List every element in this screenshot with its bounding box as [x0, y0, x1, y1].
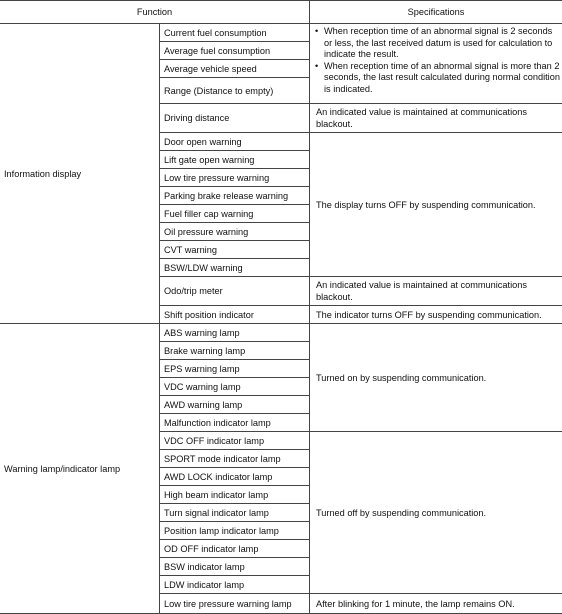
spec-abnormal-signal: [310, 24, 562, 104]
function-cell: Low tire pressure warning: [160, 169, 310, 187]
spec-maintained: An indicated value is maintained at communications blackout.: [310, 104, 562, 133]
function-header: Function: [0, 1, 310, 24]
header-row: [0, 1, 562, 24]
function-cell: Turn signal indicator lamp: [160, 504, 310, 522]
function-cell: BSW/LDW warning: [160, 259, 310, 277]
spec-bullet-list: [314, 26, 560, 95]
function-cell: VDC OFF indicator lamp: [160, 432, 310, 450]
spec-turned-off: Turned off by suspending communication.: [310, 432, 562, 594]
function-cell: Lift gate open warning: [160, 151, 310, 169]
spec-blinking: After blinking for 1 minute, the lamp remains ON.: [310, 594, 562, 614]
table-row: [0, 324, 562, 342]
function-cell: Odo/trip meter: [160, 277, 310, 306]
function-cell: BSW indicator lamp: [160, 558, 310, 576]
function-cell: Malfunction indicator lamp: [160, 414, 310, 432]
function-cell: EPS warning lamp: [160, 360, 310, 378]
function-cell: Average vehicle speed: [160, 60, 310, 78]
function-cell: High beam indicator lamp: [160, 486, 310, 504]
function-cell: ABS warning lamp: [160, 324, 310, 342]
spec-indicator-off: The indicator turns OFF by suspending communication.: [310, 306, 562, 324]
function-cell: VDC warning lamp: [160, 378, 310, 396]
function-cell: LDW indicator lamp: [160, 576, 310, 594]
spec-display-off: The display turns OFF by suspending communication.: [310, 133, 562, 277]
category-information-display: Information display: [0, 24, 160, 324]
function-cell: SPORT mode indicator lamp: [160, 450, 310, 468]
spec-bullet-item: • When reception time of an abnormal signal is 2 seconds or less, the last received datum is used for calculation to indicate the result.: [314, 26, 560, 61]
function-cell: AWD LOCK indicator lamp: [160, 468, 310, 486]
function-cell: OD OFF indicator lamp: [160, 540, 310, 558]
function-cell: Low tire pressure warning lamp: [160, 594, 310, 614]
spec-maintained-odo: An indicated value is maintained at communications blackout.: [310, 277, 562, 306]
spec-turned-on: Turned on by suspending communication.: [310, 324, 562, 432]
function-cell: Oil pressure warning: [160, 223, 310, 241]
specifications-header: Specifications: [310, 1, 562, 24]
function-cell: Driving distance: [160, 104, 310, 133]
function-cell: Range (Distance to empty): [160, 78, 310, 104]
function-cell: Current fuel consumption: [160, 24, 310, 42]
spec-bullet-item: • When reception time of an abnormal signal is more than 2 seconds, the last result calculated during normal condition is indicated.: [314, 61, 560, 96]
function-cell: Shift position indicator: [160, 306, 310, 324]
function-cell: Brake warning lamp: [160, 342, 310, 360]
function-cell: Parking brake release warning: [160, 187, 310, 205]
category-warning-lamp: Warning lamp/indicator lamp: [0, 324, 160, 614]
table-row: [0, 24, 562, 42]
function-cell: Fuel filler cap warning: [160, 205, 310, 223]
function-cell: Position lamp indicator lamp: [160, 522, 310, 540]
function-cell: Average fuel consumption: [160, 42, 310, 60]
function-cell: CVT warning: [160, 241, 310, 259]
function-cell: AWD warning lamp: [160, 396, 310, 414]
function-cell: Door open warning: [160, 133, 310, 151]
